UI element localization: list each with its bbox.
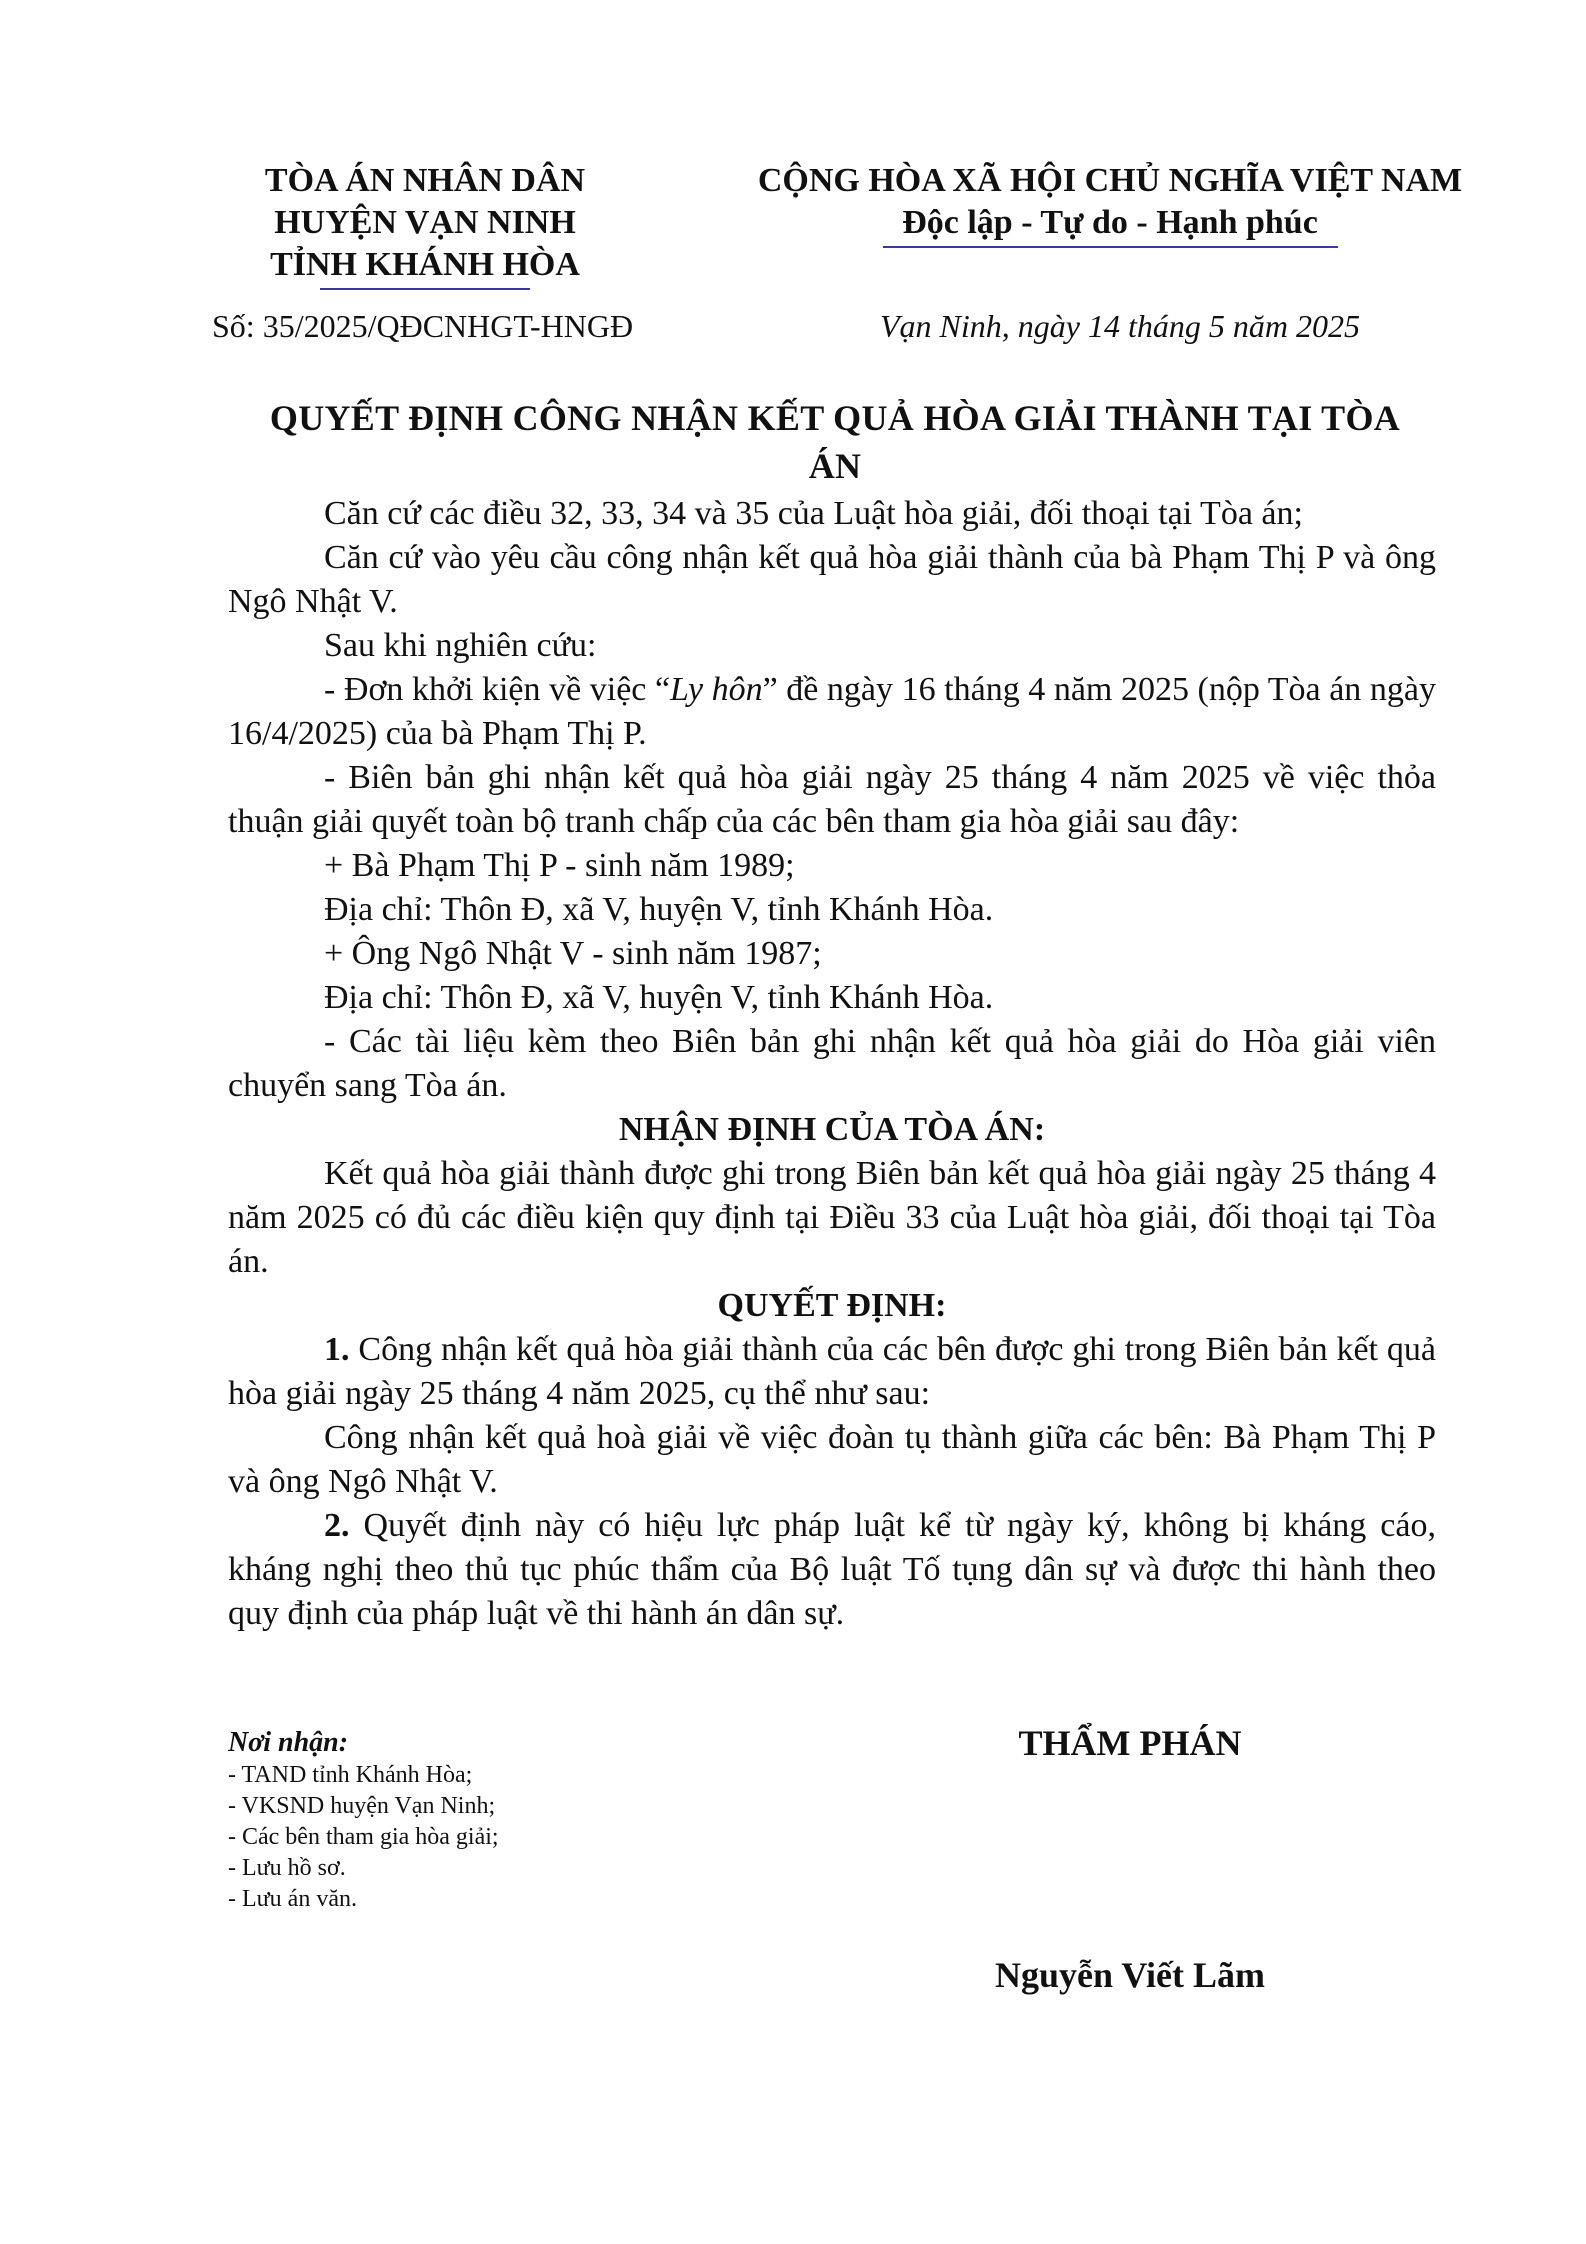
national-header: [720, 160, 1500, 244]
decision-2-number: 2.: [324, 1507, 350, 1544]
mediation-record-item: - Biên bản ghi nhận kết quả hòa giải ngày 25 tháng 4 năm 2025 về việc thỏa thuận giải quyết toàn bộ tranh chấp của các bên tham gia hòa giải sau đây:: [228, 759, 1436, 840]
recipient-item: - TAND tỉnh Khánh Hòa;: [228, 1762, 473, 1788]
signer-name: Nguyễn Viết Lãm: [995, 1955, 1265, 1995]
petition-item: [228, 668, 1436, 756]
recipient-item: - VKSND huyện Vạn Ninh;: [228, 1793, 496, 1819]
recipient-item: - Các bên tham gia hòa giải;: [228, 1824, 499, 1850]
assessment-heading: NHẬN ĐỊNH CỦA TÒA ÁN:: [618, 1111, 1046, 1148]
document-number: Số: 35/2025/QĐCNHGT-HNGĐ: [212, 308, 634, 344]
legal-basis-1: Căn cứ các điều 32, 33, 34 và 35 của Luật hòa giải, đối thoại tại Tòa án;: [324, 495, 1303, 532]
study-intro: Sau khi nghiên cứu:: [324, 627, 597, 664]
document-body: [228, 492, 1436, 1636]
petition-suffix: ” đề ngày 16 tháng 4 năm 2025 (nộp Tòa án ngày 16/4/2025) của bà Phạm Thị P.: [228, 671, 1436, 752]
recipients-title: Nơi nhận:: [228, 1727, 349, 1758]
recipients-block: [228, 1726, 748, 1915]
signer-role: THẨM PHÁN: [1018, 1723, 1242, 1763]
decision-1-number: 1.: [324, 1331, 350, 1368]
party-2-address: Địa chỉ: Thôn Đ, xã V, huyện V, tỉnh Khánh Hòa.: [324, 979, 994, 1016]
case-type: Ly hôn: [670, 671, 763, 708]
decision-1-text: Công nhận kết quả hòa giải thành của các bên được ghi trong Biên bản kết quả hòa giải ngày 25 tháng 4 năm 2025, cụ thể như sau:: [228, 1331, 1436, 1412]
party-1-address: Địa chỉ: Thôn Đ, xã V, huyện V, tỉnh Khánh Hòa.: [324, 891, 994, 928]
court-name-line1: TÒA ÁN NHÂN DÂN: [264, 162, 586, 199]
court-name-line2: HUYỆN VẠN NINH: [274, 204, 576, 241]
recipient-item: - Lưu án văn.: [228, 1886, 357, 1912]
country-name: CỘNG HÒA XÃ HỘI CHỦ NGHĨA VIỆT NAM: [757, 162, 1463, 199]
attachments-item: - Các tài liệu kèm theo Biên bản ghi nhận kết quả hòa giải do Hòa giải viên chuyển sang Tòa án.: [228, 1023, 1436, 1104]
court-header-underline: [320, 288, 530, 290]
recipient-item: - Lưu hồ sơ.: [228, 1855, 346, 1881]
decision-1: [228, 1328, 1436, 1416]
decision-2: [228, 1504, 1436, 1636]
document-title: QUYẾT ĐỊNH CÔNG NHẬN KẾT QUẢ HÒA GIẢI THÀNH TẠI TÒA ÁN: [269, 398, 1401, 486]
place-and-date: Vạn Ninh, ngày 14 tháng 5 năm 2025: [880, 308, 1360, 344]
petition-prefix: - Đơn khởi kiện về việc “: [324, 671, 671, 708]
party-1: + Bà Phạm Thị P - sinh năm 1989;: [324, 847, 795, 884]
court-name-line3: TỈNH KHÁNH HÒA: [270, 246, 580, 283]
national-motto: Độc lập - Tự do - Hạnh phúc: [902, 204, 1318, 241]
decision-1-detail: Công nhận kết quả hoà giải về việc đoàn tụ thành giữa các bên: Bà Phạm Thị P và ông Ngô Nhật V.: [228, 1419, 1436, 1500]
court-header: [210, 160, 640, 286]
legal-basis-2: Căn cứ vào yêu cầu công nhận kết quả hòa giải thành của bà Phạm Thị P và ông Ngô Nhật V.: [228, 539, 1436, 620]
decision-heading: QUYẾT ĐỊNH:: [717, 1287, 947, 1324]
decision-2-text: Quyết định này có hiệu lực pháp luật kể từ ngày ký, không bị kháng cáo, kháng nghị theo thủ tục phúc thẩm của Bộ luật Tố tụng dân sự và được thi hành theo quy định của pháp luật về thi hành án dân sự.: [228, 1507, 1436, 1632]
national-motto-underline: [883, 246, 1338, 248]
assessment-text: Kết quả hòa giải thành được ghi trong Biên bản kết quả hòa giải ngày 25 tháng 4 năm 2025 có đủ các điều kiện quy định tại Điều 33 của Luật hòa giải, đối thoại tại Tòa án.: [228, 1155, 1436, 1280]
party-2: + Ông Ngô Nhật V - sinh năm 1987;: [324, 935, 822, 972]
